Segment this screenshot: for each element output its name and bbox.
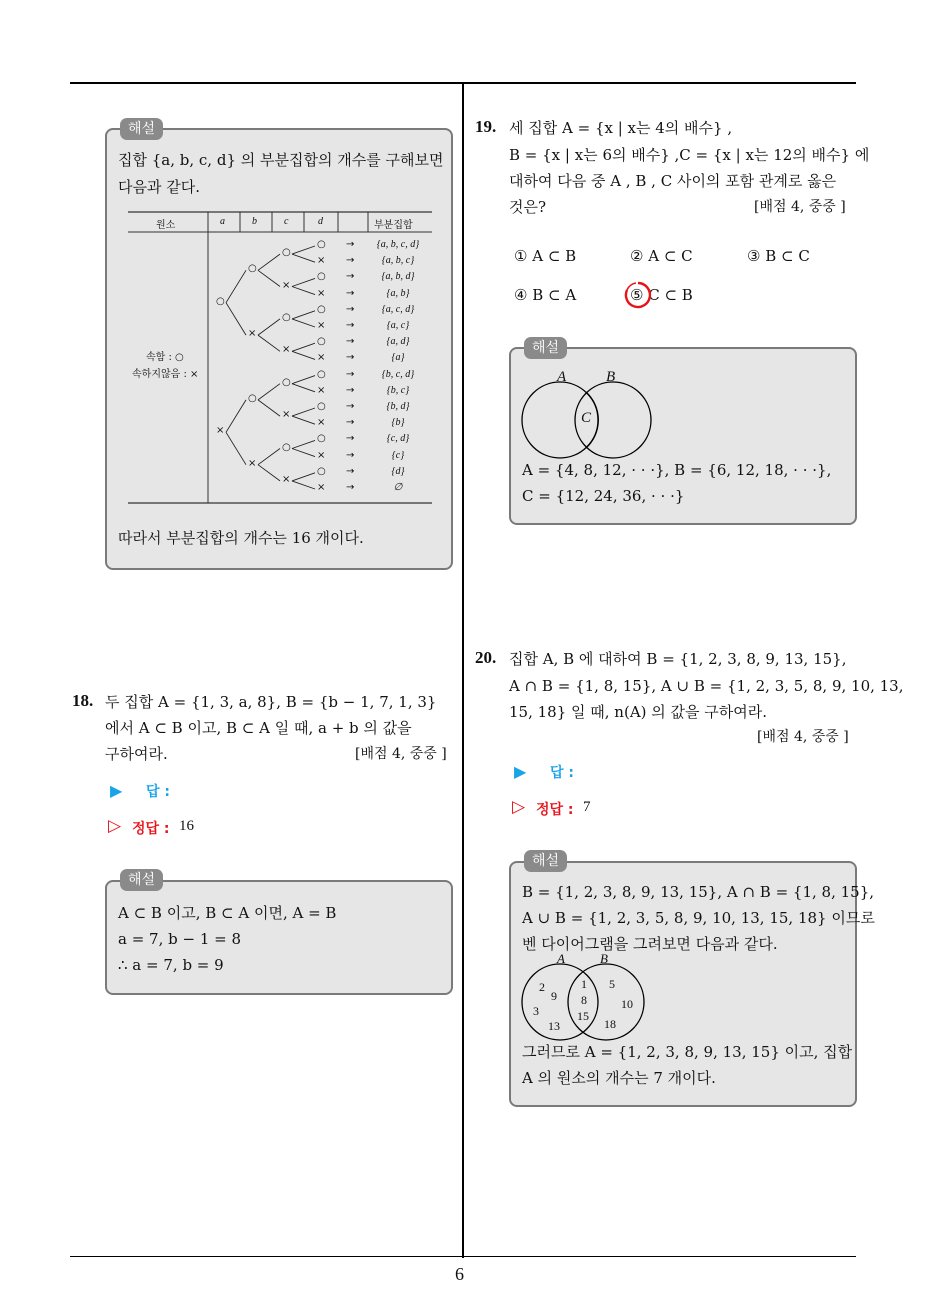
legend-in: 속함 : ○ [146, 352, 184, 363]
header-subset: 부분집합 [374, 220, 413, 231]
tree-branch [292, 343, 315, 351]
tree-node-out: × [248, 328, 257, 340]
tree-branch [292, 319, 315, 327]
tree-branch [258, 400, 280, 416]
correct-marker: ▷ [512, 797, 526, 817]
arrow-icon: → [346, 287, 355, 299]
tree-branch [292, 287, 315, 295]
venn-label-b: B [600, 951, 608, 966]
question-text: 대하여 다음 중 A , B , C 사이의 포함 관계로 옳은 [509, 172, 837, 190]
tree-node-in: ○ [317, 465, 326, 477]
venn-value: 8 [581, 993, 587, 1007]
header-a: a [220, 216, 225, 227]
tree-branch [258, 384, 280, 400]
subset-cell: ∅ [393, 482, 403, 493]
arrow-icon: → [346, 239, 355, 250]
answer-marker: ▶ [514, 762, 527, 781]
legend-out: 속하지않음 : × [132, 369, 199, 380]
tree-node-out: × [317, 449, 326, 461]
tree-branch [258, 254, 280, 270]
subset-cell: {a, b, c} [381, 255, 415, 267]
venn-value: 18 [604, 1017, 616, 1031]
question-text: 것은? [509, 198, 547, 216]
tree-branch [292, 481, 315, 489]
score-label: [배점 4, 중중 ] [754, 199, 846, 215]
venn-value: 5 [609, 977, 615, 991]
venn-value: 10 [621, 997, 633, 1011]
solution-tag: 해설 [120, 118, 163, 140]
correct-value: 7 [583, 799, 591, 815]
header-b: b [252, 216, 257, 227]
tree-node-in: ○ [317, 401, 326, 412]
solution-text: a = 7, b − 1 = 8 [118, 930, 242, 948]
tree-branch [292, 416, 315, 424]
tree-branch [258, 270, 280, 286]
tree-node-out: × [282, 409, 291, 421]
tree-branch [292, 246, 315, 254]
tree-node-in: ○ [317, 336, 326, 348]
column-divider [462, 82, 464, 1258]
venn-value: 15 [577, 1009, 589, 1023]
correct-label: 정답 : [536, 802, 574, 818]
header-c: c [284, 216, 289, 227]
subset-cell: {b, d} [386, 401, 410, 412]
arrow-icon: → [346, 336, 355, 348]
arrow-icon: → [346, 352, 355, 364]
tree-branch [292, 449, 315, 457]
score-label: [배점 4, 중중 ] [355, 746, 447, 762]
subset-cell: {a} [391, 352, 405, 364]
venn-value: 2 [539, 980, 545, 994]
solution-text: 집합 {a, b, c, d} 의 부분집합의 개수를 구해보면 [118, 151, 444, 169]
venn-value: 13 [548, 1019, 560, 1033]
tree-node-in: ○ [317, 271, 326, 283]
solution-text: 그러므로 A = {1, 2, 3, 8, 9, 13, 15} 이고, 집합 [522, 1043, 853, 1061]
tree-node-in: ○ [317, 303, 326, 315]
answer-label: 답 : [146, 784, 170, 800]
arrow-icon: → [346, 271, 355, 283]
subset-table [128, 210, 432, 506]
arrow-icon: → [346, 320, 355, 331]
choice-3[interactable]: ③ B ⊂ C [747, 247, 810, 265]
venn-value: 1 [581, 977, 587, 991]
tree-node-out: × [248, 457, 257, 469]
tree-node-in: ○ [282, 311, 291, 323]
arrow-icon: → [346, 465, 355, 477]
correct-value: 16 [179, 818, 194, 834]
tree-branch [258, 465, 280, 481]
subset-cell: {a, c, d} [381, 303, 415, 315]
solution-text: 다음과 같다. [118, 178, 200, 196]
tree-node-in: ○ [248, 392, 257, 404]
solution-text: ∴ a = 7, b = 9 [118, 956, 224, 974]
tree-node-in: ○ [317, 239, 326, 250]
tree-branch [226, 270, 246, 302]
question-text: B = {x | x는 6의 배수} ,C = {x | x는 12의 배수} 에 [509, 146, 870, 164]
subset-cell: {c} [391, 449, 405, 461]
solution-text: B = {1, 2, 3, 8, 9, 13, 15}, A ∩ B = {1, 8, 15}, [522, 883, 875, 901]
answer-marker: ▶ [110, 781, 123, 800]
question-text: 에서 A ⊂ B 이고, B ⊂ A 일 때, a + b 의 값을 [105, 719, 412, 737]
subset-cell: {b, c} [386, 384, 410, 396]
question-text: 15, 18} 일 때, n(A) 의 값을 구하여라. [509, 703, 768, 721]
solution-text: A 의 원소의 개수는 7 개이다. [522, 1069, 716, 1087]
arrow-icon: → [346, 368, 355, 380]
tree-node-out: × [282, 344, 291, 356]
tree-branch [226, 400, 246, 432]
question-text: 집합 A, B 에 대하여 B = {1, 2, 3, 8, 9, 13, 15}, [509, 650, 847, 668]
tree-node-in: ○ [317, 368, 326, 380]
subset-cell: {d} [391, 465, 405, 477]
subset-cell: {a, c} [386, 320, 410, 331]
arrow-icon: → [346, 384, 355, 396]
tree-node-out: × [282, 279, 291, 291]
correct-label: 정답 : [132, 821, 170, 837]
subset-cell: {a, b, c, d} [376, 239, 420, 250]
choice-5[interactable]: ⑤ C ⊂ B [630, 286, 693, 304]
tree-branch [226, 303, 246, 335]
subset-cell: {a, b, d} [381, 271, 415, 283]
tree-branch [292, 351, 315, 359]
tree-node-out: × [282, 473, 291, 485]
solution-tag: 해설 [524, 850, 567, 872]
choice-1[interactable]: ① A ⊂ B [514, 247, 577, 265]
choice-2[interactable]: ② A ⊂ C [630, 247, 693, 265]
venn-diagram-19 [518, 370, 668, 470]
arrow-icon: → [346, 449, 355, 461]
solution-text: A = {4, 8, 12, · · ·}, B = {6, 12, 18, · · ·}, [522, 461, 832, 479]
venn-label-b: B [606, 369, 616, 385]
tree-branch [292, 278, 315, 286]
arrow-icon: → [346, 433, 355, 445]
correct-marker: ▷ [108, 816, 122, 836]
venn-label-a: A [557, 369, 567, 385]
tree-node-out: × [317, 384, 326, 396]
tree-branch [258, 449, 280, 465]
header-element: 원소 [156, 220, 176, 231]
subset-cell: {a, d} [386, 336, 410, 348]
arrow-icon: → [346, 255, 355, 267]
tree-node-in: ○ [282, 376, 291, 388]
tree-branch [258, 335, 280, 351]
tree-node-in: ○ [317, 433, 326, 445]
bottom-rule [70, 1256, 856, 1257]
answer-label: 답 : [550, 765, 574, 781]
tree-branch [292, 440, 315, 448]
solution-text: C = {12, 24, 36, · · ·} [522, 487, 685, 505]
tree-node-in: ○ [282, 441, 291, 453]
question-text: 두 집합 A = {1, 3, a, 8}, B = {b − 1, 7, 1, 3} [105, 693, 437, 711]
tree-node-in: ○ [216, 295, 225, 307]
choice-4[interactable]: ④ B ⊂ A [514, 286, 577, 304]
tree-node-out: × [317, 320, 326, 331]
tree-branch [292, 473, 315, 481]
tree-branch [292, 384, 315, 392]
question-number: 18. [72, 691, 94, 710]
solution-tag: 해설 [524, 337, 567, 359]
tree-node-in: ○ [282, 247, 291, 259]
tree-node-out: × [216, 425, 225, 437]
tree-branch [292, 254, 315, 262]
tree-branch [292, 376, 315, 384]
arrow-icon: → [346, 417, 355, 429]
question-number: 19. [475, 117, 497, 136]
venn-value: 3 [533, 1004, 539, 1018]
page-number: 6 [455, 1264, 464, 1284]
tree-node-out: × [317, 352, 326, 364]
tree-branch [226, 432, 246, 464]
selected-answer-circle-icon [623, 280, 653, 310]
venn-label-c: C [581, 410, 592, 426]
tree-node-out: × [317, 482, 326, 493]
tree-node-in: ○ [248, 263, 257, 275]
subset-cell: {b, c, d} [381, 368, 415, 380]
tree-node-out: × [317, 417, 326, 429]
arrow-icon: → [346, 303, 355, 315]
tree-branch [258, 319, 280, 335]
arrow-icon: → [346, 482, 355, 493]
tree-node-out: × [317, 255, 326, 267]
tree-node-out: × [317, 287, 326, 299]
question-text: A ∩ B = {1, 8, 15}, A ∪ B = {1, 2, 3, 5, 8, 9, 10, 13, [509, 677, 904, 695]
subset-cell: {c, d} [386, 433, 410, 445]
question-text: 구하여라. [105, 745, 168, 763]
subset-cell: {a, b} [386, 287, 410, 299]
header-d: d [318, 216, 323, 227]
solution-tag: 해설 [120, 869, 163, 891]
arrow-icon: → [346, 401, 355, 412]
question-text: 세 집합 A = {x | x는 4의 배수} , [509, 119, 733, 137]
score-label: [배점 4, 중중 ] [757, 729, 849, 745]
solution-text: A ⊂ B 이고, B ⊂ A 이면, A = B [118, 904, 337, 922]
solution-text: A ∪ B = {1, 2, 3, 5, 8, 9, 10, 13, 15, 18} 이므로 [522, 909, 875, 927]
solution-text: 벤 다이어그램을 그려보면 다음과 같다. [522, 935, 778, 953]
tree-branch [292, 311, 315, 319]
question-number: 20. [475, 648, 497, 667]
tree-branch [292, 408, 315, 416]
venn-value: 9 [551, 989, 557, 1003]
subset-cell: {b} [391, 417, 405, 429]
solution-text: 따라서 부분집합의 개수는 16 개이다. [118, 529, 364, 547]
venn-label-a: A [557, 951, 565, 966]
